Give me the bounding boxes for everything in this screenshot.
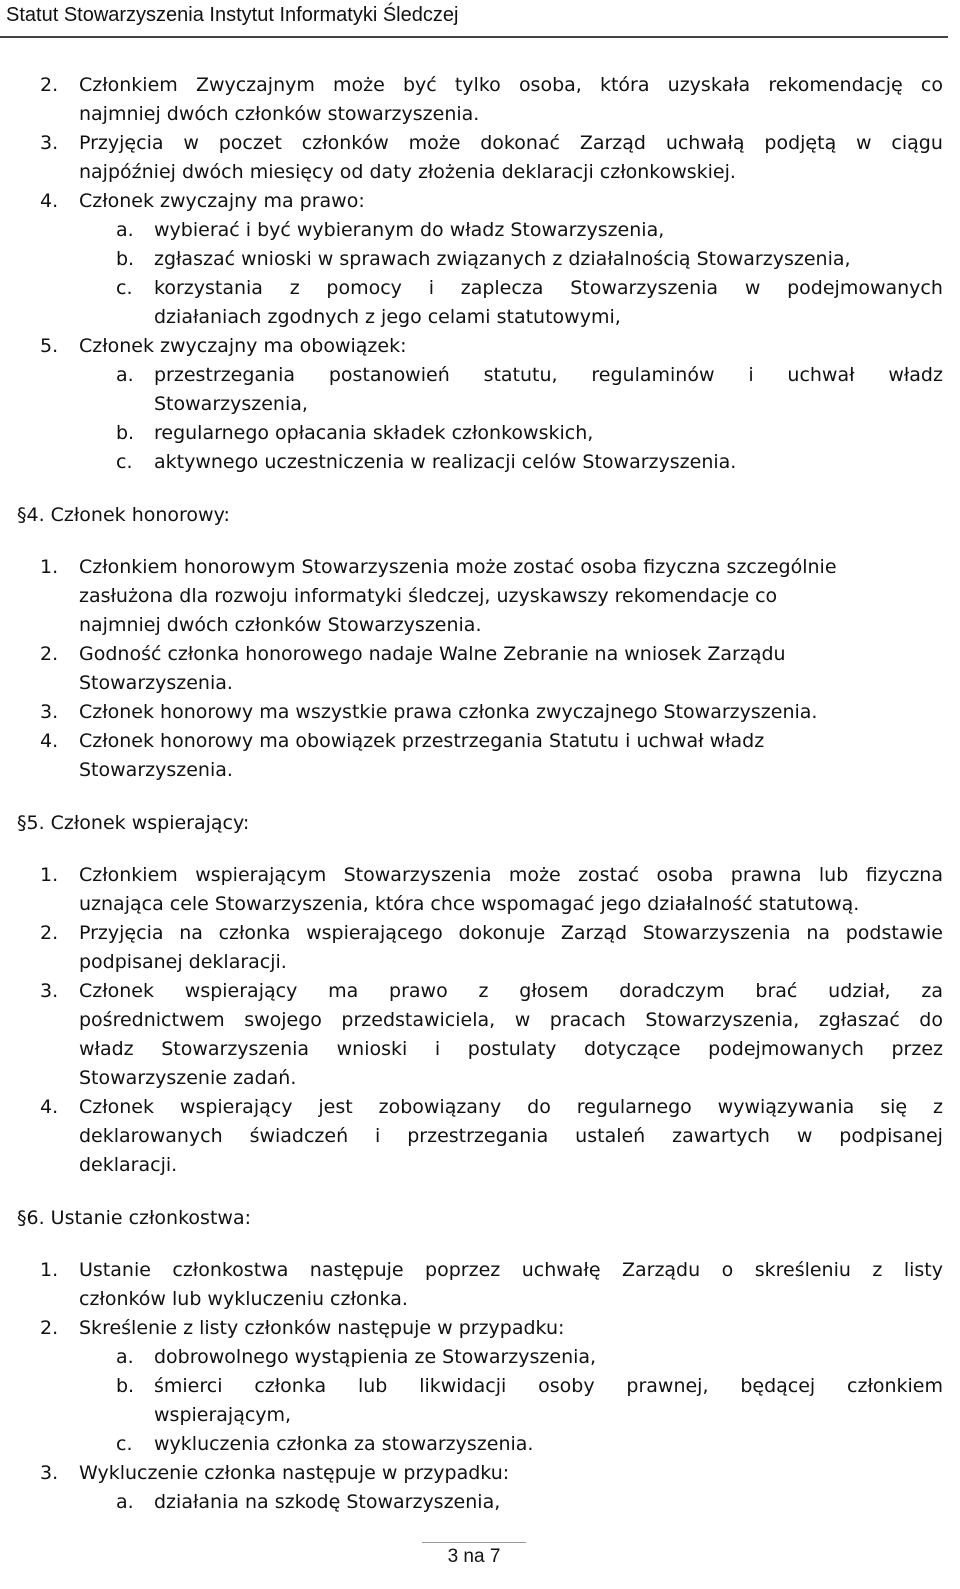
justified-text [79,1122,943,1151]
word: która [599,74,650,96]
document-line [0,1151,960,1180]
document-line [0,1035,960,1064]
line-text: Członek honorowy ma obowiązek przestrzegania Statutu i uchwał władz [79,730,765,752]
word: uzyskała [667,74,751,96]
line-text: dobrowolnego wystąpienia ze Stowarzyszenia, [154,1346,597,1368]
word: i [428,277,434,299]
document-line [0,216,960,245]
list-marker: b. [116,422,135,444]
word: uchwałę [521,1259,601,1281]
justified-text [79,1006,943,1035]
document-title: Statut Stowarzyszenia Instytut Informatyki Śledczej [6,4,459,26]
word: zostać [578,864,640,886]
word: członkiem [847,1375,943,1397]
document-line [0,727,960,756]
word: wspierającego [306,922,443,944]
word: członkostwa [172,1259,289,1281]
line-text: najmniej dwóch członków Stowarzyszenia. [79,614,482,636]
word: osoba, [518,74,582,96]
document-line [0,1401,960,1430]
word: z [478,980,489,1002]
document-line [0,582,960,611]
word: likwidacji [419,1375,507,1397]
justified-text [154,361,943,390]
document-line [0,1430,960,1459]
word: deklarowanych [79,1125,223,1147]
word: rekomendację [768,74,903,96]
word: wspierający [184,980,298,1002]
line-text: Członek honorowy ma wszystkie prawa członka zwyczajnego Stowarzyszenia. [79,701,818,723]
section-heading-text: §5. Członek wspierający: [17,812,250,834]
list-marker: 2. [40,74,59,96]
word: wspierający [179,1096,293,1118]
justified-text [79,1035,943,1064]
document-line [0,1314,960,1343]
document-line [0,669,960,698]
word: prawnej, [626,1375,709,1397]
word: co [920,74,943,96]
list-marker: 3. [40,980,59,1002]
word: wnioski [336,1038,408,1060]
word: podejmowanych [787,277,943,299]
word: statutu, [483,364,558,386]
list-marker: a. [116,364,134,386]
document-line [0,919,960,948]
list-marker: a. [116,219,134,241]
line-text: Godność członka honorowego nadaje Walne Zebranie na wniosek Zarządu [79,643,786,665]
word: korzystania [154,277,263,299]
word: za [921,980,943,1002]
line-text: wybierać i być wybieranym do władz Stowarzyszenia, [154,219,665,241]
word: pomocy [326,277,402,299]
line-text: podpisanej deklaracji. [79,951,287,973]
word: głosem [519,980,589,1002]
word: może [408,132,461,154]
document-line [0,861,960,890]
word: na [806,922,830,944]
justified-text [79,1256,943,1285]
line-text: członków lub wykluczeniu członka. [79,1288,408,1310]
word: przestrzegania [154,364,296,386]
word: członka [218,922,291,944]
word: brać [755,980,798,1002]
word: poczet [218,132,282,154]
justified-text [154,274,943,303]
document-line [0,245,960,274]
line-text: Stowarzyszenia. [79,759,233,781]
justified-text [79,1093,943,1122]
document-line [0,303,960,332]
word: śmierci [154,1375,223,1397]
line-text: Stowarzyszenia. [79,672,233,694]
document-line [0,611,960,640]
document-line [0,419,960,448]
word: władz [888,364,943,386]
word: podejmowanych [708,1038,864,1060]
word: prawo [389,980,448,1002]
word: być [402,74,437,96]
document-line [0,1093,960,1122]
word: do [527,1096,551,1118]
footer-divider [422,1542,526,1543]
word: przez [891,1038,943,1060]
word: Stowarzyszenia [570,277,719,299]
word: z [872,1259,883,1281]
list-marker: 4. [40,190,59,212]
page-header [0,0,948,38]
word: wywiązywania [717,1096,855,1118]
page-number: 3 na 7 [447,1546,501,1567]
document-line [0,71,960,100]
word: osoba [656,864,714,886]
line-text: działania na szkodę Stowarzyszenia, [154,1491,501,1513]
word: dokonać [480,132,560,154]
list-marker: 4. [40,730,59,752]
document-line [0,1064,960,1093]
word: władz [79,1038,134,1060]
document-line [0,129,960,158]
line-text: regularnego opłacania składek członkowskich, [154,422,594,444]
word: regulaminów [591,364,715,386]
list-marker: 1. [40,864,59,886]
word: lub [357,1375,388,1397]
list-marker: c. [116,277,133,299]
justified-text [79,71,943,100]
word: Zarząd [579,132,646,154]
word: Stowarzyszenia [642,922,791,944]
word: Przyjęcia [79,132,164,154]
word: w [796,1125,813,1147]
word: Zarządu [621,1259,701,1281]
word: przestrzegania [407,1125,549,1147]
word: pracach [549,1009,626,1031]
word: przedstawiciela, [341,1009,496,1031]
list-marker: 1. [40,1259,59,1281]
word: prawna [730,864,802,886]
word: się [880,1096,908,1118]
word: o [721,1259,734,1281]
word: może [333,74,385,96]
word: zaplecza [460,277,544,299]
word: listy [903,1259,943,1281]
word: z [932,1096,943,1118]
document-line [0,274,960,303]
word: uchwał [787,364,855,386]
document-line [0,948,960,977]
word: skreśleniu [754,1259,851,1281]
word: poprzez [425,1259,501,1281]
word: w [744,277,761,299]
document-line [0,158,960,187]
word: Stowarzyszenia [161,1038,310,1060]
word: podjętą [764,132,837,154]
list-marker: 1. [40,556,59,578]
word: świadczeń [249,1125,349,1147]
word: następuje [309,1259,404,1281]
list-marker: b. [116,1375,135,1397]
word: regularnego [576,1096,692,1118]
list-marker: b. [116,248,135,270]
line-text: Wykluczenie członka następuje w przypadku: [79,1462,510,1484]
list-marker: 2. [40,922,59,944]
word: Członkiem [79,74,178,96]
word: doradczym [619,980,725,1002]
document-line [0,1488,960,1517]
word: zgłaszać [818,1009,900,1031]
document-line [0,390,960,419]
line-text: wspierającym, [154,1404,292,1426]
justified-text [79,977,943,1006]
word: i [748,364,754,386]
line-text: zgłaszać wnioski w sprawach związanych z działalnością Stowarzyszenia, [154,248,851,270]
list-marker: a. [116,1491,134,1513]
document-line [0,977,960,1006]
list-marker: 2. [40,1317,59,1339]
word: Zarząd [560,922,628,944]
word: dokonuje [458,922,546,944]
word: osoby [538,1375,595,1397]
line-text: aktywnego uczestniczenia w realizacji celów Stowarzyszenia. [154,451,737,473]
document-line [0,361,960,390]
word: ma [328,980,359,1002]
word: Stowarzyszenia [343,864,492,886]
list-marker: 3. [40,701,59,723]
word: na [179,922,203,944]
word: członka [254,1375,327,1397]
word: Członkiem [79,864,178,886]
document-line [0,756,960,785]
word: Stowarzyszenia, [645,1009,800,1031]
document-line [0,1285,960,1314]
document-line [0,100,960,129]
list-marker: c. [116,1433,133,1455]
word: tylko [454,74,501,96]
word: do [919,1009,943,1031]
line-text: Stowarzyszenia, [154,393,308,415]
word: może [508,864,561,886]
document-line [0,448,960,477]
word: i [434,1038,441,1060]
word: wspierającym [195,864,327,886]
line-text: najpóźniej dwóch miesięcy od daty złożenia deklaracji członkowskiej. [79,161,736,183]
document-line [0,1256,960,1285]
word: Członek [79,1096,154,1118]
word: lub [818,864,849,886]
word: postulaty [467,1038,557,1060]
word: Członek [79,980,154,1002]
word: fizyczna [865,864,943,886]
word: będącej [740,1375,816,1397]
section-heading [0,501,960,530]
list-marker: 3. [40,132,59,154]
justified-text [79,129,943,158]
line-text: działaniach zgodnych z jego celami statutowymi, [154,306,621,328]
document-line [0,1343,960,1372]
document-line [0,332,960,361]
document-line [0,698,960,727]
word: dotyczące [583,1038,681,1060]
line-text: Członkiem honorowym Stowarzyszenia może zostać osoba fizyczna szczególnie [79,556,837,578]
word: udział, [828,980,891,1002]
document-line [0,553,960,582]
line-text: wykluczenia członka za stowarzyszenia. [154,1433,534,1455]
section-heading-text: §6. Ustanie członkostwa: [17,1207,251,1229]
line-text: zasłużona dla rozwoju informatyki śledczej, uzyskawszy rekomendacje co [79,585,778,607]
word: i [375,1125,381,1147]
document-line [0,1006,960,1035]
section-heading-text: §4. Członek honorowy: [17,504,230,526]
word: w [856,132,872,154]
word: Zwyczajnym [195,74,315,96]
list-marker: 5. [40,335,59,357]
list-marker: 3. [40,1462,59,1484]
section-heading [0,1204,960,1233]
section-heading [0,809,960,838]
line-text: deklaracji. [79,1154,178,1176]
line-text: Skreślenie z listy członków następuje w przypadku: [79,1317,565,1339]
list-marker: c. [116,451,133,473]
document-line [0,1459,960,1488]
word: Ustanie [79,1259,151,1281]
document-line [0,1122,960,1151]
word: uchwałą [665,132,745,154]
line-text: uznająca cele Stowarzyszenia, która chce wspomagać jego działalność statutową. [79,893,860,915]
word: ciągu [891,132,943,154]
list-marker: a. [116,1346,134,1368]
word: swojego [244,1009,322,1031]
list-marker: 2. [40,643,59,665]
document-line [0,187,960,216]
line-text: Stowarzyszenie zadań. [79,1067,297,1089]
word: jest [318,1096,353,1118]
word: podpisanej [839,1125,943,1147]
word: pośrednictwem [79,1009,225,1031]
document-line [0,1372,960,1401]
line-text: Członek zwyczajny ma prawo: [79,190,365,212]
word: zobowiązany [378,1096,502,1118]
word: zawartych [672,1125,770,1147]
justified-text [79,861,943,890]
word: członków [301,132,389,154]
document-line [0,640,960,669]
document-line [0,890,960,919]
word: postanowień [328,364,450,386]
word: Przyjęcia [79,922,164,944]
word: w [183,132,199,154]
line-text: Członek zwyczajny ma obowiązek: [79,335,407,357]
justified-text [79,919,943,948]
line-text: najmniej dwóch członków stowarzyszenia. [79,103,480,125]
word: z [289,277,300,299]
list-marker: 4. [40,1096,59,1118]
word: w [514,1009,531,1031]
word: ustaleń [575,1125,646,1147]
word: podstawie [845,922,943,944]
justified-text [154,1372,943,1401]
